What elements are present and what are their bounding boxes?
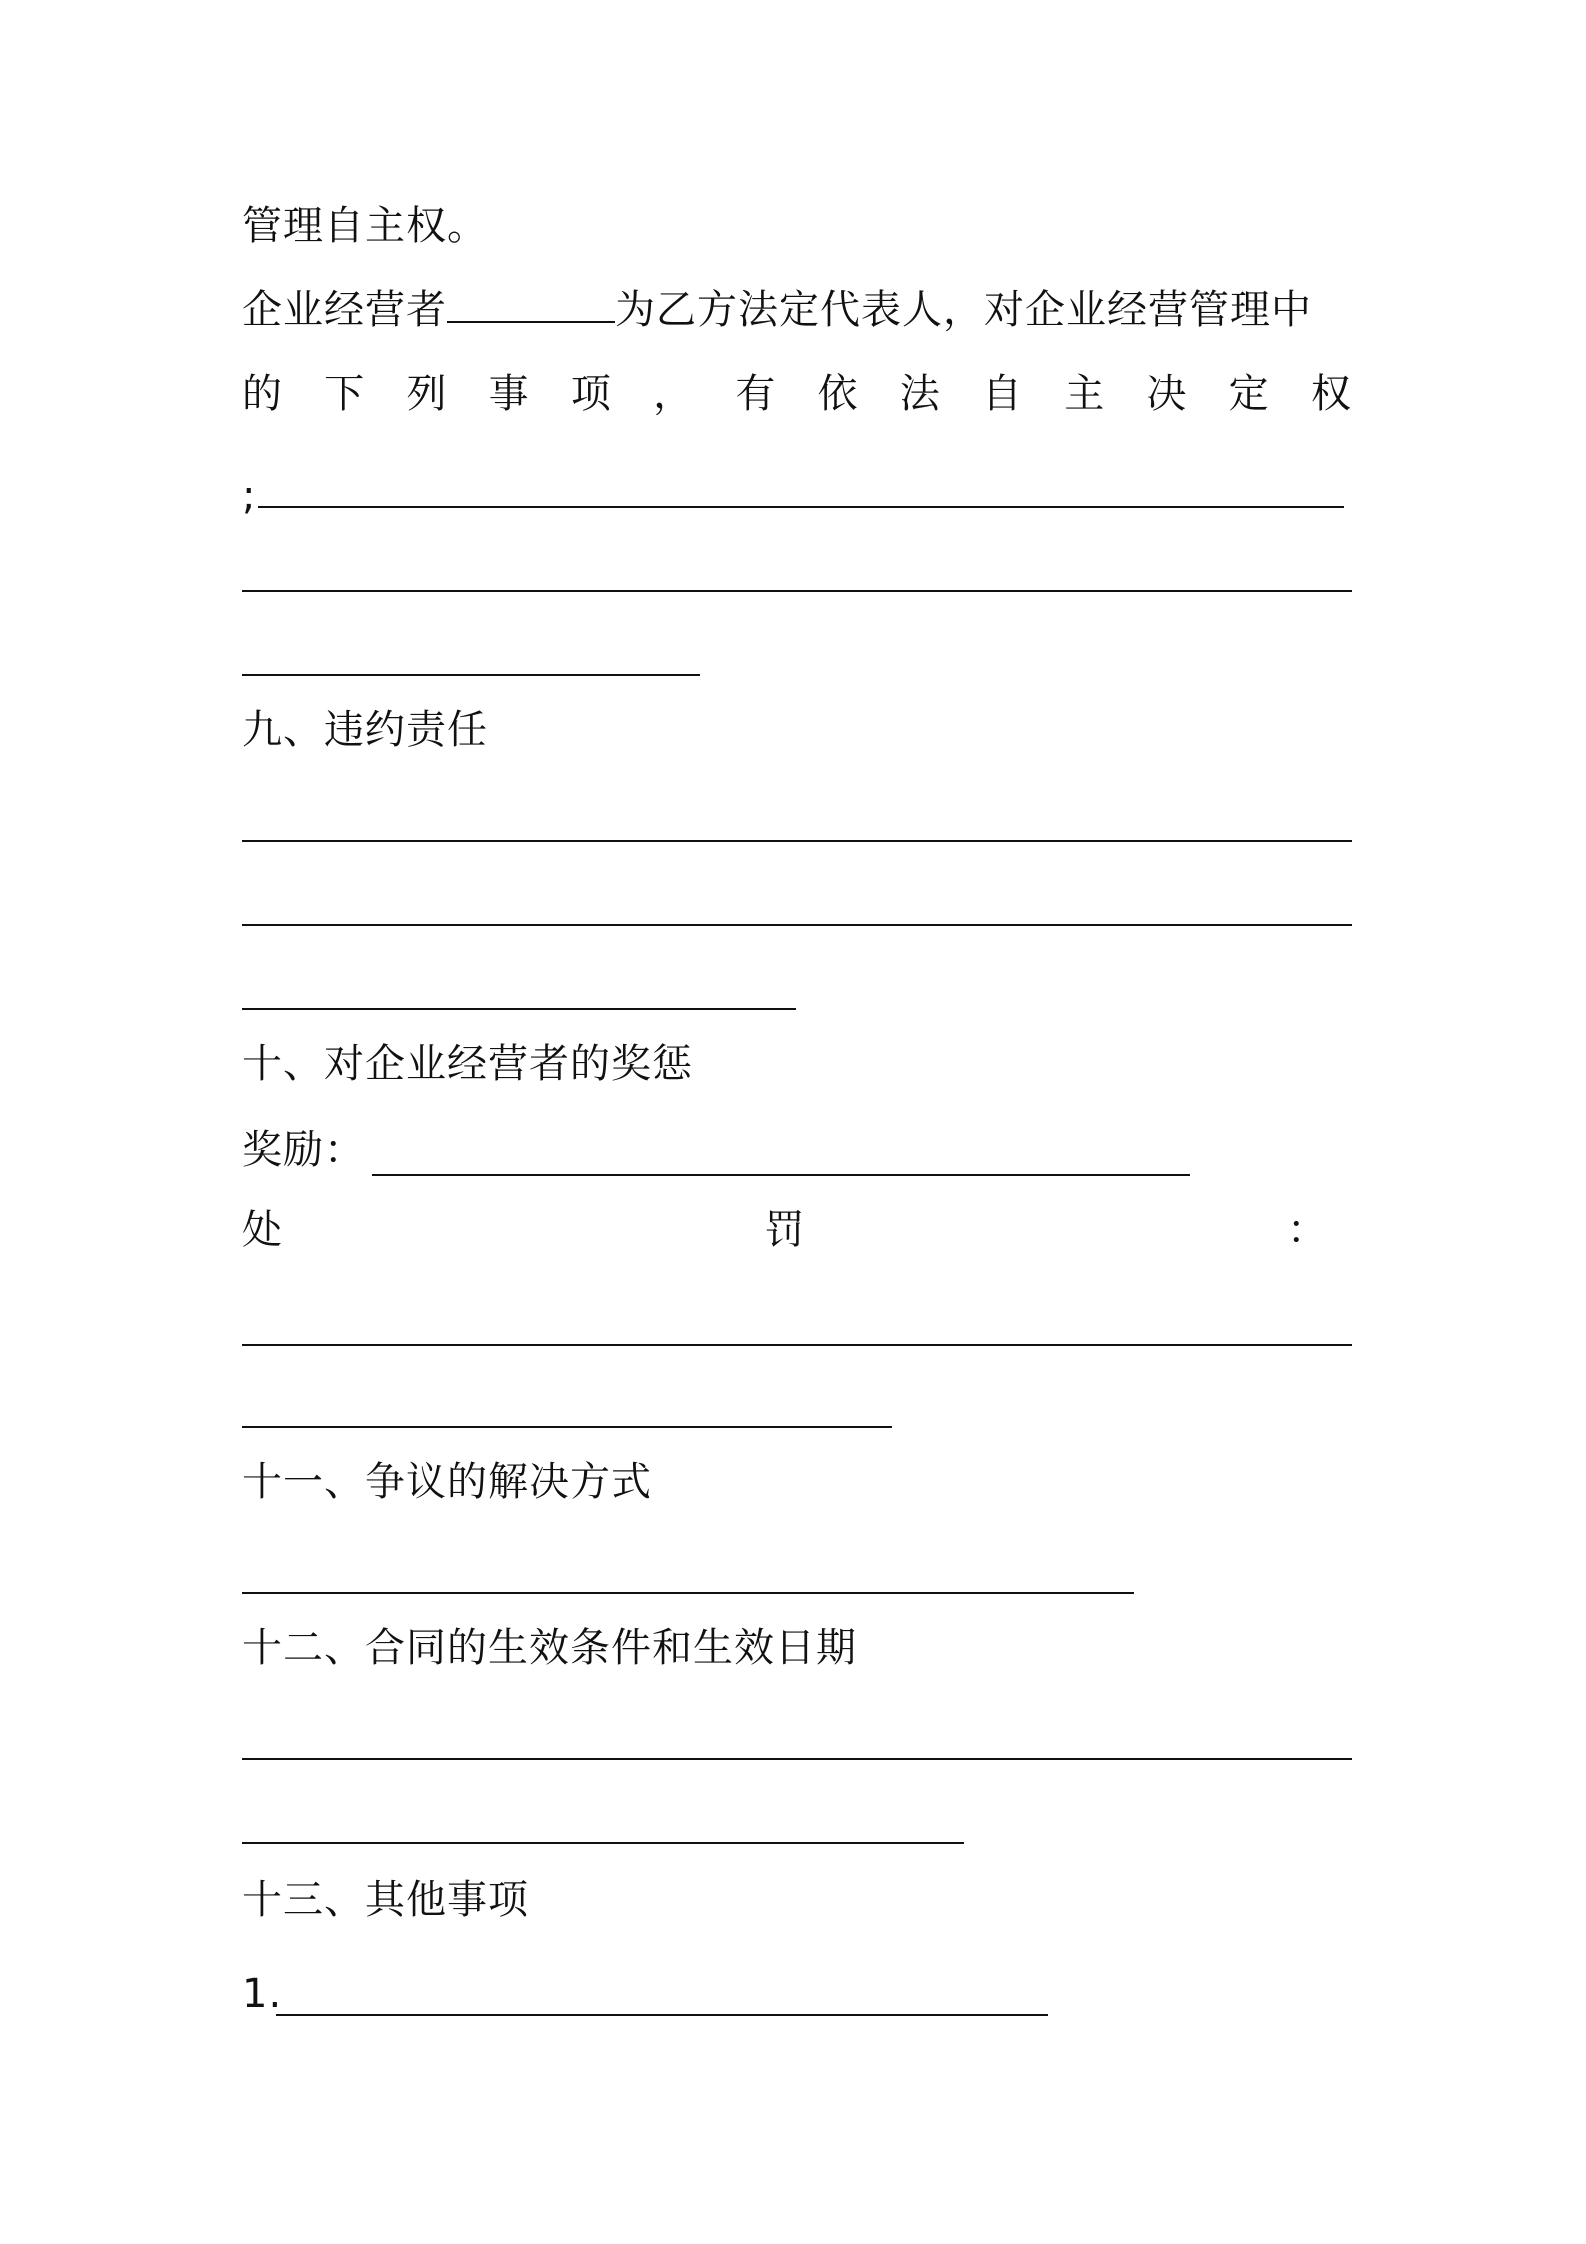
text-line-4 [242,470,255,522]
section-12-heading [242,1622,857,1674]
punishment-char: 处 [242,1207,283,1253]
justified-char: 项 [570,371,612,417]
section-9-title: 九、违约责任 [242,707,488,753]
text-legal-rep: 为乙方法定代表人，对企业经营管理中 [615,287,1312,333]
justified-char: 事 [488,371,530,417]
justified-char: 依 [817,371,859,417]
justified-char: 主 [1064,371,1106,417]
text-line-1 [242,200,488,252]
text-line-2 [242,284,1312,336]
reward-blank[interactable] [372,1174,1190,1176]
breach-blank-3[interactable] [242,1008,796,1010]
punishment-blank-2[interactable] [242,1426,892,1428]
text-operator-label: 企业经营者 [242,287,447,333]
justified-char: 自 [981,371,1023,417]
justified-char: ， [653,371,695,417]
section-9-heading [242,704,488,756]
autonomy-blank-3[interactable] [242,674,700,676]
section-11-title: 十一、争议的解决方式 [242,1459,652,1505]
breach-blank-2[interactable] [242,924,1352,926]
section-13-heading [242,1874,529,1926]
item-1-line [242,1968,282,2020]
text-semicolon: ; [242,473,256,519]
section-10-heading [242,1038,693,1090]
item-1-blank[interactable] [276,2014,1048,2016]
autonomy-blank-2[interactable] [242,590,1352,592]
section-13-title: 十三、其他事项 [242,1877,529,1923]
justified-char: 法 [899,371,941,417]
text-management-autonomy: 管理自主权。 [242,203,488,249]
punishment-blank-1[interactable] [242,1344,1352,1346]
justified-char: 下 [324,371,366,417]
justified-char: 有 [735,371,777,417]
punishment-line [242,1204,1328,1256]
punishment-char: 罚 [764,1207,806,1253]
section-12-title: 十二、合同的生效条件和生效日期 [242,1625,857,1671]
dispute-blank[interactable] [242,1592,1134,1594]
breach-blank-1[interactable] [242,840,1352,842]
justified-char: 权 [1310,371,1352,417]
text-line-3-justified [242,368,1352,420]
reward-label: 奖励： [242,1127,365,1173]
justified-char: 列 [406,371,448,417]
effective-blank-2[interactable] [242,1842,964,1844]
justified-char: 的 [242,371,283,417]
justified-char: 决 [1146,371,1188,417]
justified-char: 定 [1228,371,1270,417]
section-11-heading [242,1456,652,1508]
operator-name-blank[interactable] [447,287,615,323]
effective-blank-1[interactable] [242,1758,1352,1760]
reward-line [242,1124,365,1176]
autonomy-blank-1[interactable] [258,506,1344,508]
section-10-title: 十、对企业经营者的奖惩 [242,1041,693,1087]
item-1-label: 1. [242,1971,283,2017]
punishment-char: ： [1287,1207,1328,1253]
